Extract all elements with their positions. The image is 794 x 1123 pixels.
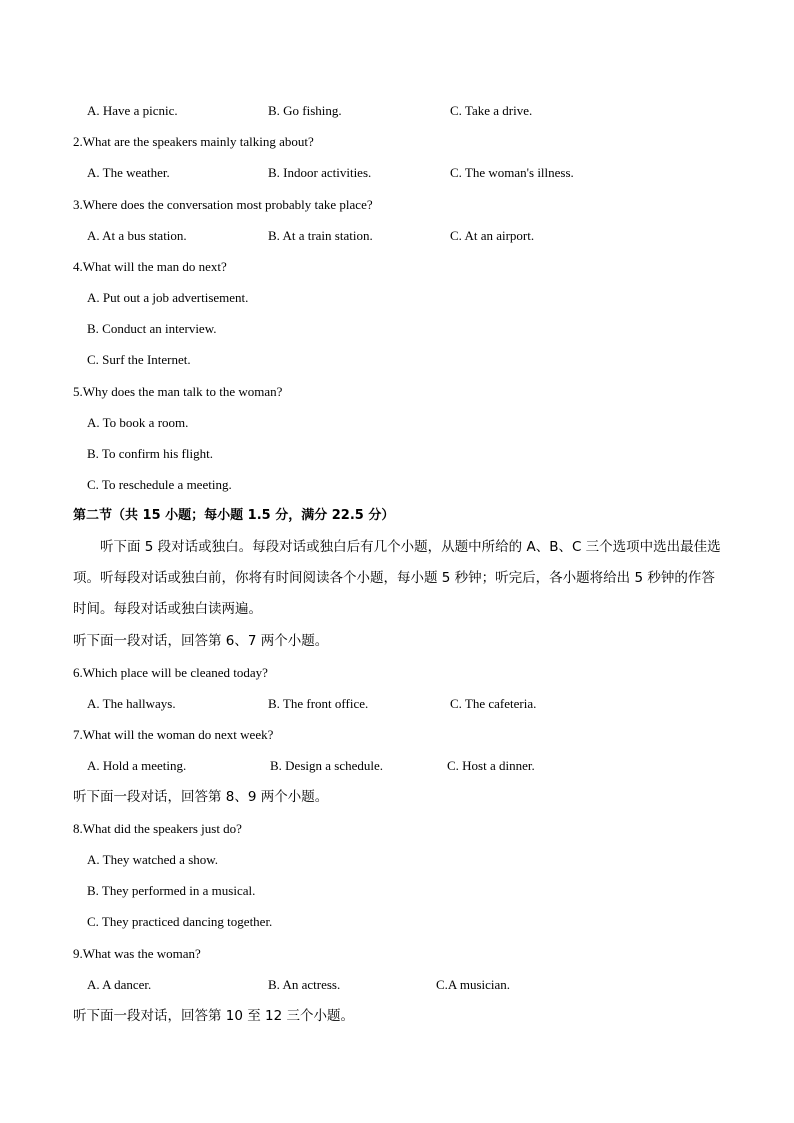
q7-stem: 7.What will the woman do next week? xyxy=(73,727,274,742)
q9-stem: 9.What was the woman? xyxy=(73,946,201,961)
section2-title: 第二节（共 15 小题；每小题 1.5 分，满分 22.5 分） xyxy=(73,508,395,523)
q9-option-a: A. A dancer. xyxy=(87,977,152,992)
q7-option-c: C. Host a dinner. xyxy=(447,758,535,773)
dialog-6-7-instruction: 听下面一段对话，回答第 6、7 两个小题。 xyxy=(73,633,329,649)
q1-option-a: A. Have a picnic. xyxy=(87,103,178,118)
q8-stem: 8.What did the speakers just do? xyxy=(73,821,242,836)
q8-option-a: A. They watched a show. xyxy=(87,852,219,867)
q3-option-c: C. At an airport. xyxy=(450,228,535,243)
q6-stem: 6.Which place will be cleaned today? xyxy=(73,665,268,680)
q8-option-c: C. They practiced dancing together. xyxy=(87,914,273,929)
q5-option-b: B. To confirm his flight. xyxy=(87,446,213,461)
q2-option-b: B. Indoor activities. xyxy=(268,165,372,180)
q1-option-b: B. Go fishing. xyxy=(268,103,342,118)
q4-stem: 4.What will the man do next? xyxy=(73,259,227,274)
q5-stem: 5.Why does the man talk to the woman? xyxy=(73,384,283,399)
q3-option-b: B. At a train station. xyxy=(268,228,373,243)
q4-option-c: C. Surf the Internet. xyxy=(87,352,191,367)
section2-instructions: 听下面 5 段对话或独白。每段对话或独白后有几个小题，从题中所给的 A、B、C 三个选项中选出最佳选项。听每段对话或独白前，你将有时间阅读各个小题，每小题 5 秒钟；听完后，各小题将给出 5 秒钟的作答时间。每段对话或独白读两遍。 xyxy=(73,539,721,617)
q6-option-b: B. The front office. xyxy=(268,696,369,711)
q6-option-c: C. The cafeteria. xyxy=(450,696,537,711)
q3-option-a: A. At a bus station. xyxy=(87,228,187,243)
q7-option-b: B. Design a schedule. xyxy=(270,758,384,773)
q7-option-a: A. Hold a meeting. xyxy=(87,758,187,773)
q2-stem: 2.What are the speakers mainly talking about? xyxy=(73,134,314,149)
q6-option-a: A. The hallways. xyxy=(87,696,176,711)
q4-option-b: B. Conduct an interview. xyxy=(87,321,217,336)
q9-option-b: B. An actress. xyxy=(268,977,341,992)
q9-option-c: C.A musician. xyxy=(436,977,511,992)
q5-option-a: A. To book a room. xyxy=(87,415,189,430)
q3-stem: 3.Where does the conversation most probably take place? xyxy=(73,197,373,212)
dialog-10-12-instruction: 听下面一段对话，回答第 10 至 12 三个小题。 xyxy=(73,1008,355,1024)
q5-option-c: C. To reschedule a meeting. xyxy=(87,477,232,492)
q8-option-b: B. They performed in a musical. xyxy=(87,883,256,898)
q4-option-a: A. Put out a job advertisement. xyxy=(87,290,249,305)
q2-option-c: C. The woman's illness. xyxy=(450,165,574,180)
dialog-8-9-instruction: 听下面一段对话，回答第 8、9 两个小题。 xyxy=(73,789,329,805)
q2-option-a: A. The weather. xyxy=(87,165,170,180)
q1-option-c: C. Take a drive. xyxy=(450,103,533,118)
